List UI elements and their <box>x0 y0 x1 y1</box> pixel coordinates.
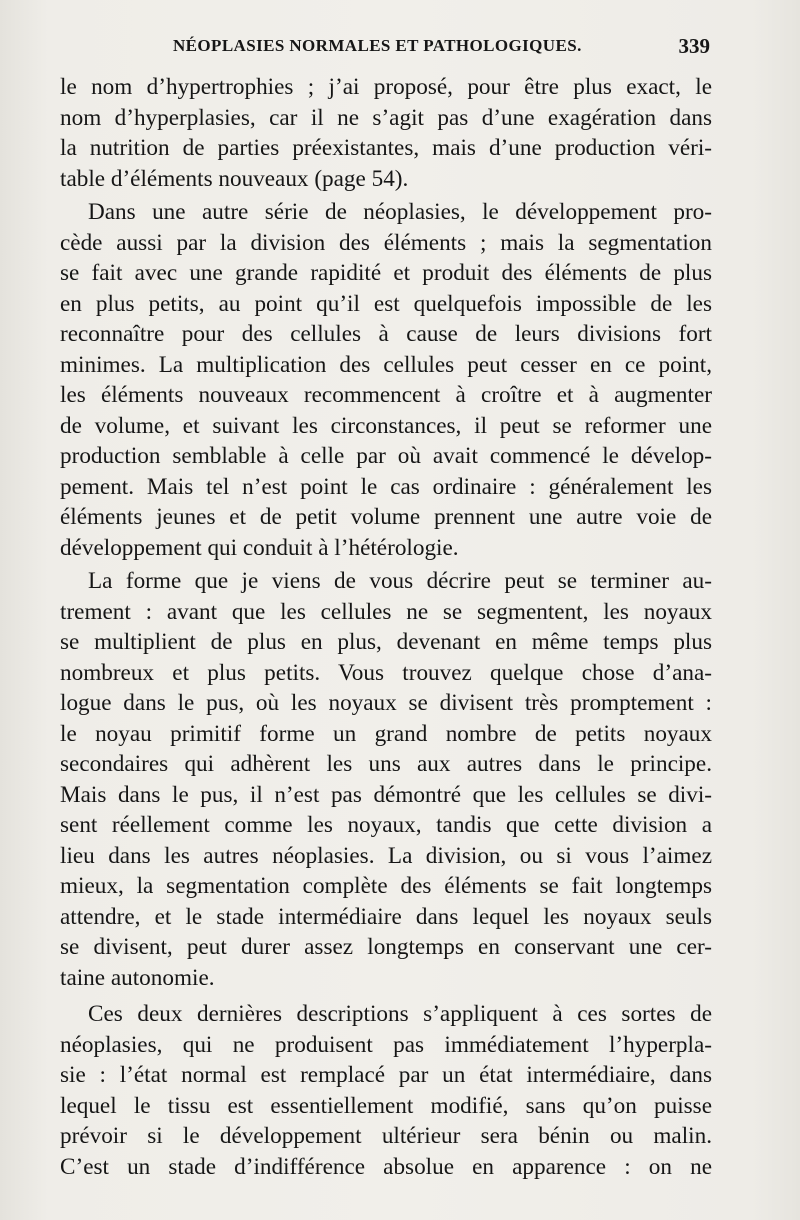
body-text <box>60 72 712 1182</box>
text-line: se multiplient de plus en plus, devenant en même temps plus <box>60 629 712 655</box>
paragraph-3 <box>60 566 712 993</box>
text-line: secondaires qui adhèrent les uns aux autres dans le principe. <box>60 751 712 777</box>
text-line: sie : l’état normal est remplacé par un état intermédiaire, dans <box>60 1062 712 1088</box>
text-line: pement. Mais tel n’est point le cas ordinaire : généralement les <box>60 473 712 500</box>
text-line: Dans une autre série de néoplasies, le développement pro- <box>88 199 712 225</box>
text-line: logue dans le pus, où les noyaux se divisent très promptement : <box>60 690 712 716</box>
page-header <box>60 34 710 58</box>
text-line: se divisent, peut durer assez longtemps en conservant une cer- <box>60 934 712 960</box>
text-line: sent réellement comme les noyaux, tandis que cette division a <box>60 812 712 838</box>
text-line: lequel le tissu est essentiellement modifié, sans qu’on puisse <box>60 1092 712 1119</box>
text-line: reconnaître pour des cellules à cause de leurs divisions fort <box>60 321 712 347</box>
text-line: le nom d’hypertrophies ; j’ai proposé, pour être plus exact, le <box>60 74 712 100</box>
text-line: en plus petits, au point qu’il est quelquefois impossible de les <box>60 290 712 317</box>
text-line: développement qui conduit à l’hétérologie. <box>60 534 459 561</box>
text-line: la nutrition de parties préexistantes, mais d’une production véri- <box>60 135 712 161</box>
text-line: néoplasies, qui ne produisent pas immédiatement l’hyperpla- <box>60 1031 712 1058</box>
text-line: prévoir si le développement ultérieur sera bénin ou malin. <box>60 1123 712 1149</box>
text-line: production semblable à celle par où avait commencé le dévelop- <box>60 443 712 469</box>
text-line: le noyau primitif forme un grand nombre de petits noyaux <box>60 720 712 747</box>
paragraph-1 <box>60 72 712 194</box>
text-line: lieu dans les autres néoplasies. La division, ou si vous l’aimez <box>60 842 712 869</box>
text-line: nombreux et plus petits. Vous trouvez quelque chose d’ana- <box>60 659 712 686</box>
page-number: 339 <box>678 34 710 58</box>
text-line: mieux, la segmentation complète des éléments se fait longtemps <box>60 873 712 899</box>
paragraph-4 <box>60 999 712 1182</box>
paragraph-2 <box>60 197 712 563</box>
text-line: minimes. La multiplication des cellules peut cesser en ce point, <box>60 351 712 378</box>
text-line: se fait avec une grande rapidité et produit des éléments de plus <box>60 260 712 286</box>
text-line: les éléments nouveaux recommencent à croître et à augmenter <box>60 382 712 408</box>
text-line: cède aussi par la division des éléments ; mais la segmentation <box>60 229 712 256</box>
text-line: trement : avant que les cellules ne se segmentent, les noyaux <box>60 598 712 625</box>
text-line: C’est un stade d’indifférence absolue en apparence : on ne <box>60 1153 712 1180</box>
text-line: Ces deux dernières descriptions s’appliquent à ces sortes de <box>88 1001 712 1027</box>
running-head: NÉOPLASIES NORMALES ET PATHOLOGIQUES. <box>173 36 582 55</box>
text-line: de volume, et suivant les circonstances, il peut se reformer une <box>60 412 712 439</box>
text-line: nom d’hyperplasies, car il ne s’agit pas d’une exagération dans <box>60 104 712 131</box>
text-line: Mais dans le pus, il n’est pas démontré que les cellules se divi- <box>60 781 712 808</box>
text-line: La forme que je viens de vous décrire peut se terminer au- <box>88 568 712 594</box>
text-line: table d’éléments nouveaux (page 54). <box>60 165 409 192</box>
text-line: éléments jeunes et de petit volume prennent une autre voie de <box>60 504 712 530</box>
text-line: attendre, et le stade intermédiaire dans lequel les noyaux seuls <box>60 903 712 930</box>
text-line: taine autonomie. <box>60 964 215 991</box>
